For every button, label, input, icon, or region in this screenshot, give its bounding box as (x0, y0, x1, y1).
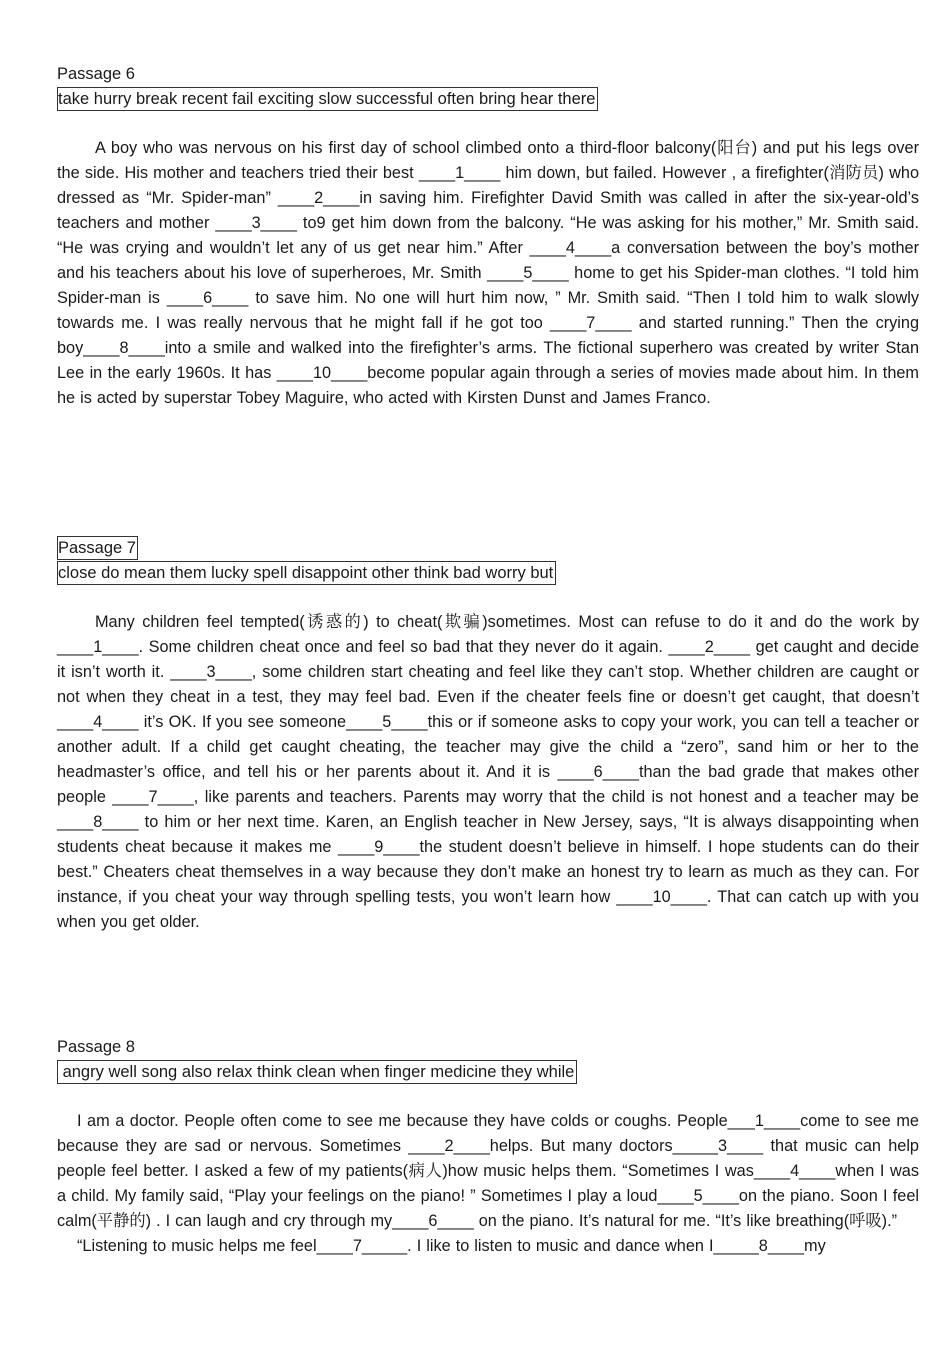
passage-6 (57, 62, 919, 411)
passage-title: Passage 8 (57, 1038, 135, 1056)
passage-paragraph: Many children feel tempted(诱惑的) to cheat(欺骗)sometimes. Most can refuse to do it and do the work by ____1____. Some children cheat once and feel so bad that they never do it again. ____2____ get caught and decide it isn’t worth it. ____3____, some children start cheating and feel like they can’t stop. Whether children are caught or not when they cheat in a test, they may feel bad. Even if the cheater feels fine or doesn’t get caught, that doesn’t ____4____ it’s OK. If you see someone____5____this or if someone asks to copy your work, you can tell a teacher or another adult. If a child get caught cheating, the teacher may give the child a “zero”, sand him or her to the headmaster’s office, and tell his or her parents about it. And it is ____6____than the bad grade that makes other people ____7____, like parents and teachers. Parents may worry that the child is not honest and a teacher may be ____8____ to him or her next time. Karen, an English teacher in New Jersey, says, “It is always disappointing when students cheat because it makes me ____9____the student doesn’t believe in himself. I hope students can do their best.” Cheaters cheat themselves in a way because they don’t make an honest try to learn as much as they can. For instance, if you cheat your way through spelling tests, you won’t learn how ____10____. That can catch up with you when you get older. (57, 613, 919, 931)
passage-paragraph: I am a doctor. People often come to see me because they have colds or coughs. People___1____come to see me because they are sad or nervous. Sometimes ____2____helps. But many doctors_____3____ that music can help people feel better. I asked a few of my patients(病人)how music helps them. “Sometimes I was____4____when I was a child. My family said, “Play your feelings on the piano! ” Sometimes I play a loud____5____on the piano. Soon I feel calm(平静的) . I can laugh and cry through my____6____ on the piano. It’s natural for me. “It’s like breathing(呼吸).” (57, 1112, 919, 1230)
passage-title: Passage 7 (57, 536, 138, 560)
passage-8 (57, 1035, 919, 1259)
word-bank-box: angry well song also relax think clean when finger medicine they while (57, 1060, 577, 1084)
passage-paragraph: “Listening to music helps me feel____7_____. I like to listen to music and dance when I_____8____my (77, 1237, 826, 1255)
word-bank-box: close do mean them lucky spell disappoint other think bad worry but (57, 561, 556, 585)
word-bank-box: take hurry break recent fail exciting slow successful often bring hear there (57, 87, 598, 111)
passage-7 (57, 536, 919, 935)
passage-paragraph: A boy who was nervous on his first day of school climbed onto a third-floor balcony(阳台) and put his legs over the side. His mother and teachers tried their best ____1____ him down, but failed. However , a firefighter(消防员) who dressed as “Mr. Spider-man” ____2____in saving him. Firefighter David Smith was called in after the six-year-old’s teachers and mother ____3____ to9 get him down from the balcony. “He was asking for his mother,” Mr. Smith said. “He was crying and wouldn’t let any of us get near him.” After ____4____a conversation between the boy’s mother and his teachers about his love of superheroes, Mr. Smith ____5____ home to get his Spider-man clothes. “I told him Spider-man is ____6____ to save him. No one will hurt him now, ” Mr. Smith said. “Then I told him to walk slowly towards me. I was really nervous that he might fall if he got too ____7____ and started running.” Then the crying boy____8____into a smile and walked into the firefighter’s arms. The fictional superhero was created by writer Stan Lee in the early 1960s. It has ____10____become popular again through a series of movies made about him. In them he is acted by superstar Tobey Maguire, who acted with Kirsten Dunst and James Franco. (57, 139, 919, 407)
passage-title: Passage 6 (57, 65, 135, 83)
